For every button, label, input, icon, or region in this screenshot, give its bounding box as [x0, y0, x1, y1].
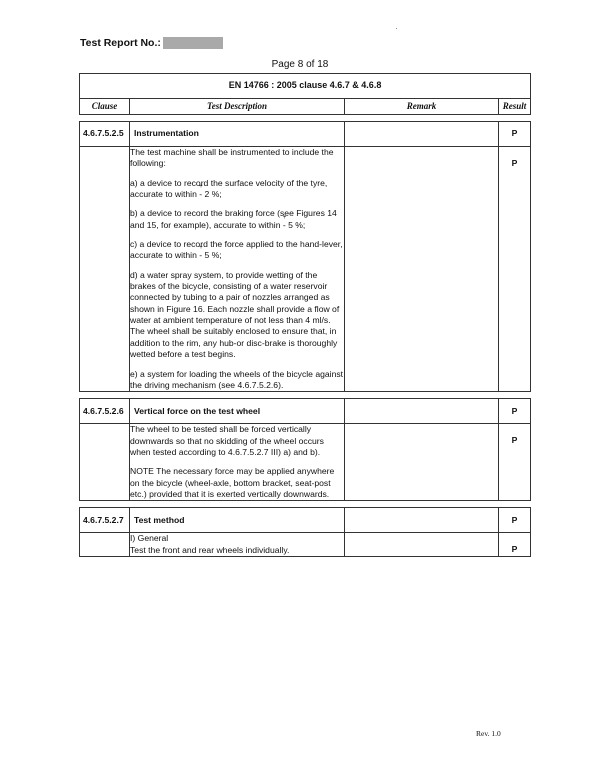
result-cell: P	[499, 147, 531, 392]
section-title: Vertical force on the test wheel	[130, 399, 345, 424]
description-paragraph	[130, 239, 344, 262]
clause-cell-empty	[80, 424, 130, 501]
description-paragraph	[130, 178, 344, 201]
section-heading-row	[80, 508, 531, 533]
plus-minus-symbol: + -	[283, 220, 286, 231]
report-number-label: Test Report No.:	[80, 37, 161, 49]
section-title: Instrumentation	[130, 122, 345, 147]
clause-cell-empty	[80, 147, 130, 392]
column-header-clause: Clause	[80, 99, 130, 115]
description-paragraph: d) a water spray system, to provide wetting of the brakes of the bicycle, consisting of a water reservoir connected by tubing to a pair of nozzles arranged as shown in Figure 16. Each nozzle shall provide a flow of water at ambient temperature of not less than 4 ml/s. The wheel shall be suitably enclosed to ensure that, in addition to the rim, any hub-or disc-brake is thoroughly wetted before a test begins.	[130, 269, 340, 360]
section-heading-row	[80, 399, 531, 424]
test-description	[130, 147, 345, 392]
section-spacer	[80, 115, 531, 122]
clause-cell-empty	[80, 533, 130, 557]
result-cell: P	[499, 399, 531, 424]
remark-cell	[345, 147, 499, 392]
page-number: Page 8 of 18	[271, 59, 329, 70]
description-paragraph: I) General Test the front and rear wheels individually.	[130, 533, 290, 555]
revision-label: Rev. 1.0	[476, 729, 501, 738]
paragraph-text: b) a device to record the braking force (see Figures 14 and 15, for example), accurate to within	[130, 208, 337, 230]
section-spacer	[80, 501, 531, 508]
clause-number: 4.6.7.5.2.6	[80, 399, 130, 424]
column-header-remark: Remark	[345, 99, 499, 115]
description-paragraph: NOTE The necessary force may be applied anywhere on the bicycle (wheel-axle, bottom bracket, seat-post etc.) provided that it is exerted vertically downwards.	[130, 466, 335, 499]
test-report-table	[79, 73, 531, 557]
paragraph-text: c) a device to record the force applied to the hand-lever, accurate to within	[130, 239, 343, 261]
test-description	[130, 424, 345, 501]
remark-cell	[345, 399, 499, 424]
result-cell: P	[499, 122, 531, 147]
column-header-description: Test Description	[130, 99, 345, 115]
description-paragraph: The test machine shall be instrumented to include the following:	[130, 147, 334, 169]
result-cell: P	[499, 508, 531, 533]
paragraph-text: 5 %;	[202, 250, 222, 261]
description-paragraph: The wheel to be tested shall be forced vertically downwards so that no skidding of the wheel occurs when tested according to 4.6.7.5.2.7 III) a) and b).	[130, 424, 324, 457]
result-cell: P	[499, 424, 531, 501]
remark-cell	[345, 122, 499, 147]
remark-cell	[345, 533, 499, 557]
section-title: Test method	[130, 508, 345, 533]
paragraph-text: a) a device to record the surface velocity of the tyre, accurate to within	[130, 177, 328, 200]
clause-number: 4.6.7.5.2.5	[80, 122, 130, 147]
column-header-row	[80, 99, 531, 115]
column-header-result: Result	[499, 99, 531, 115]
section-spacer	[80, 392, 531, 399]
remark-cell	[345, 424, 499, 501]
paragraph-text: 5 %;	[285, 219, 306, 230]
scan-speck	[396, 28, 397, 29]
section-body-row	[80, 424, 531, 501]
spacer-cell	[80, 115, 531, 122]
redacted-report-number	[163, 37, 223, 49]
spacer-cell	[80, 501, 531, 508]
section-body-row	[80, 533, 531, 557]
report-number	[80, 37, 223, 49]
plus-minus-symbol: + -	[199, 189, 202, 200]
description-paragraph	[130, 208, 344, 231]
remark-cell	[345, 508, 499, 533]
description-paragraph: e) a system for loading the wheels of the bicycle against the driving mechanism (see 4.6.7.5.2.6).	[130, 368, 344, 390]
test-description	[130, 533, 345, 557]
paragraph-text: 2 %;	[202, 189, 222, 200]
standard-title: EN 14766 : 2005 clause 4.6.7 & 4.6.8	[80, 74, 531, 99]
result-cell: P	[499, 533, 531, 557]
spacer-cell	[80, 392, 531, 399]
section-heading-row	[80, 122, 531, 147]
section-body-row	[80, 147, 531, 392]
clause-number: 4.6.7.5.2.7	[80, 508, 130, 533]
plus-minus-symbol: + -	[199, 250, 202, 261]
